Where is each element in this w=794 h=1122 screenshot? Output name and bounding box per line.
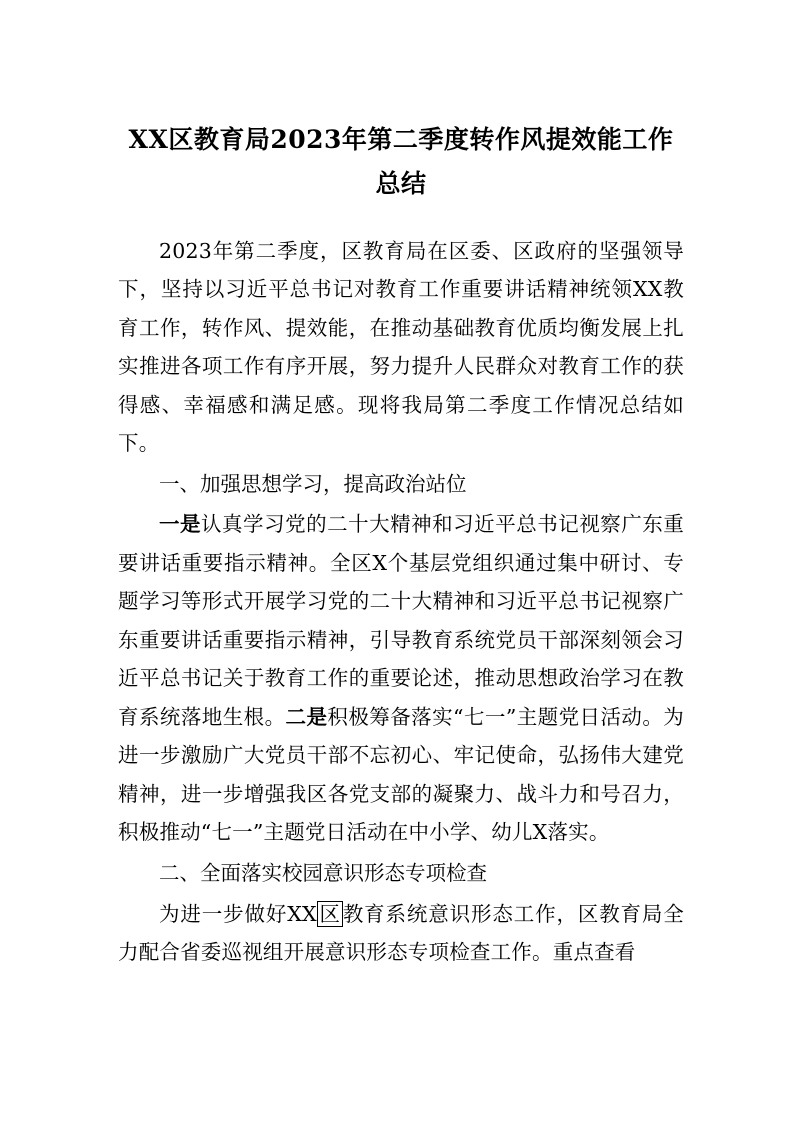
body-paragraph xyxy=(118,232,684,463)
body-paragraph xyxy=(118,895,684,972)
document-title: XX区教育局2023年第二季度转作风提效能工作总结 xyxy=(128,125,674,198)
boxed-text: 区 xyxy=(318,901,341,926)
body-paragraph xyxy=(118,505,684,852)
text-run: 一、加强思想学习，提高政治站位 xyxy=(159,471,467,496)
text-run: 2023年第二季度，区教育局在区委、区政府的坚强领导下，坚持以习近平总书记对教育工作重要讲话精神统领XX教育工作，转作风、提效能，在推动基础教育优质均衡发展上扎实推进各项工作有序开展，努力提升人民群众对教育工作的获得感、幸福感和满足感。现将我局第二季度工作情况总结如下。 xyxy=(118,238,684,456)
section-heading xyxy=(118,465,684,504)
text-run: 为进一步做好XX xyxy=(159,901,317,926)
text-run: 教育系统意识形态工作，区教育局全力配合省委巡视组开展意识形态专项检查工作。重点查看 xyxy=(118,901,684,965)
document-body xyxy=(118,232,684,972)
section-heading xyxy=(118,854,684,893)
emphasis-text: 二是 xyxy=(285,704,328,729)
emphasis-text: 一是 xyxy=(159,512,202,537)
text-run: 认真学习党的二十大精神和习近平总书记视察广东重要讲话重要指示精神。全区X个基层党组织通过集中研讨、专题学习等形式开展学习党的二十大精神和习近平总书记视察广东重要讲话重要指示精神，引导教育系统党员干部深刻领会习近平总书记关于教育工作的重要论述，推动思想政治学习在教育系统落地生根。 xyxy=(118,512,684,729)
text-run: 二、全面落实校园意识形态专项检查 xyxy=(159,861,487,885)
text-run: 积极筹备落实“七一”主题党日活动。为进一步激励广大党员干部不忘初心、牢记使命，弘扬伟大建党精神，进一步增强我区各党支部的凝聚力、战斗力和号召力，积极推动“七一”主题党日活动在中小学、幼儿X落实。 xyxy=(118,704,685,845)
